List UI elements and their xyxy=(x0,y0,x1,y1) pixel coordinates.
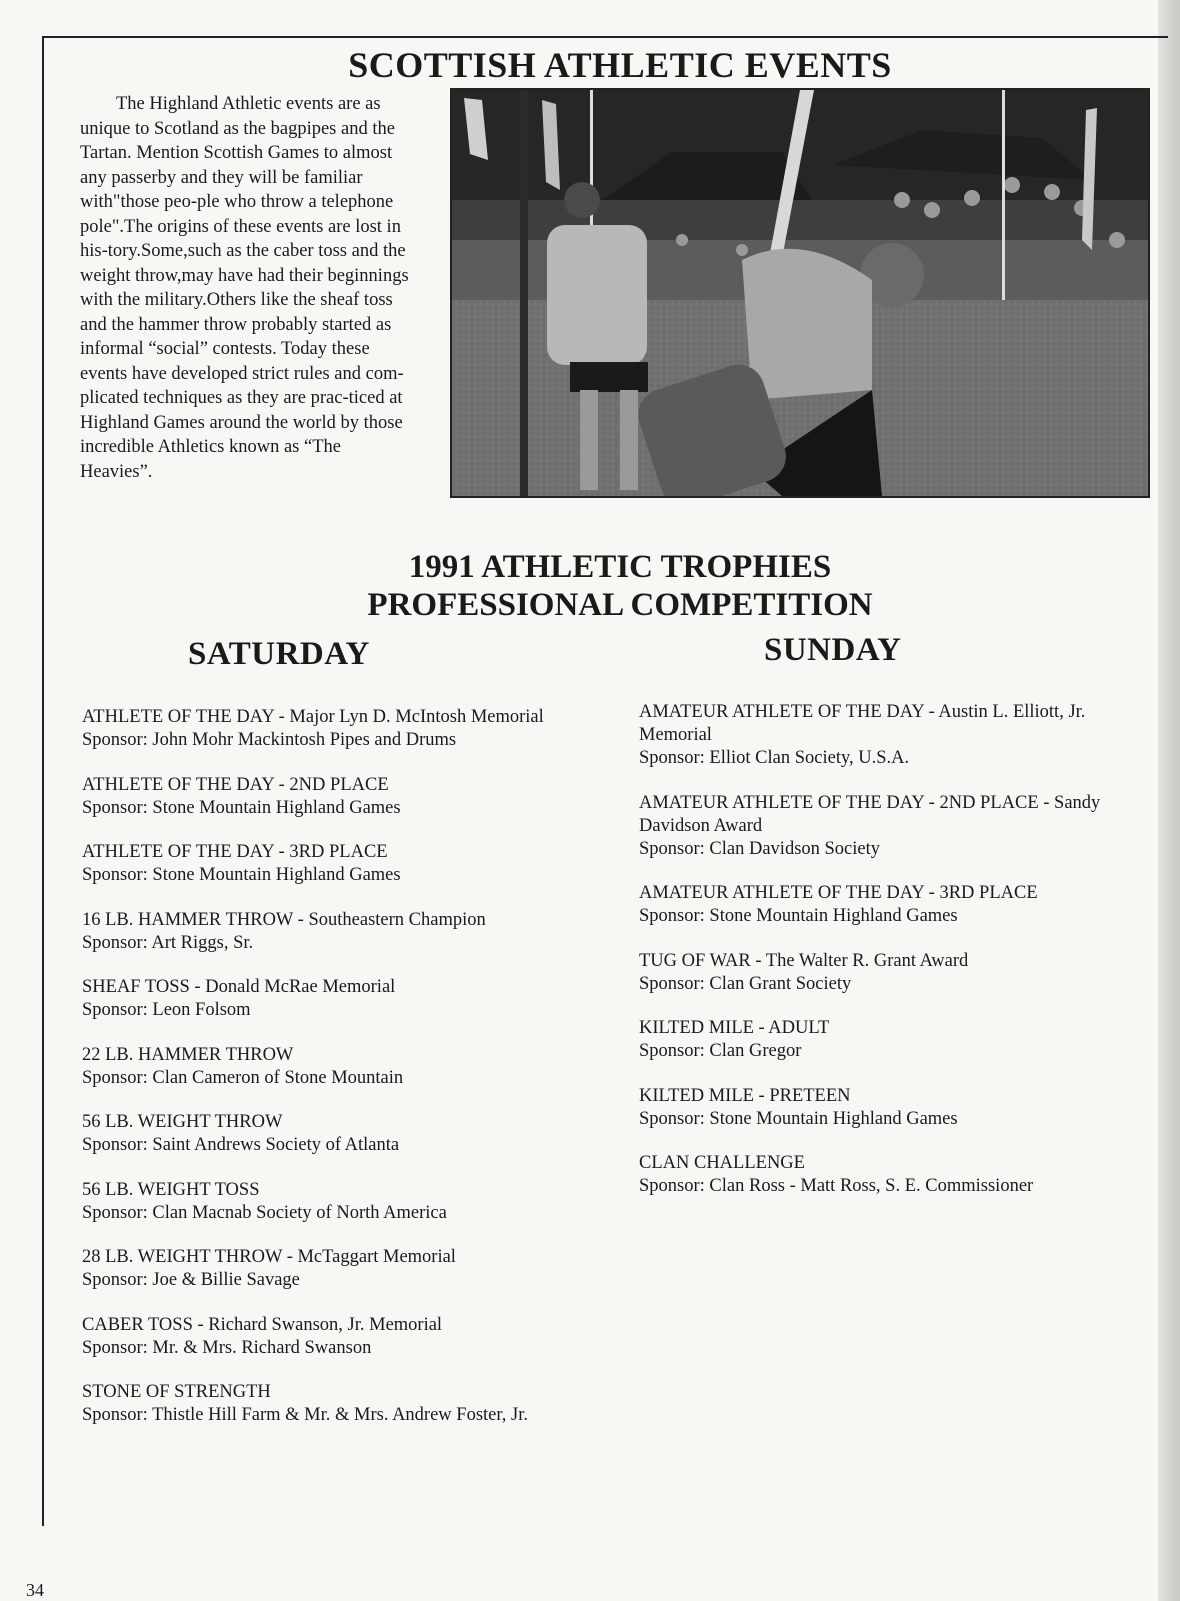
trophy-item xyxy=(82,841,602,887)
trophy-item xyxy=(639,1152,1134,1198)
trophy-award: ATHLETE OF THE DAY - Major Lyn D. McIntosh Memorial xyxy=(82,707,544,727)
sunday-trophy-list xyxy=(639,701,1134,1220)
trophy-award: 16 LB. HAMMER THROW - Southeastern Champion xyxy=(82,909,486,930)
intro-paragraph: The Highland Athletic events are as unique to Scotland as the bagpipes and the Tartan. Mention Scottish Games to almost any passerby and they will be familiar with"those peo-ple who throw a telephone pole".The origins of these events are lost in his-tory.Some,such as the caber toss and the weight throw,may have had their beginnings with the military.Others like the sheaf toss and the hammer throw probably started as informal “social” contests. Today these events have developed strict rules and com-plicated techniques as they are prac-ticed at Highland Games around the world by those incredible Athletics known as “The Heavies”. xyxy=(80,94,409,482)
trophy-item xyxy=(82,976,602,1022)
page-number: 34 xyxy=(26,1580,44,1600)
trophy-sponsor: Sponsor: Saint Andrews Society of Atlanta xyxy=(82,1135,400,1155)
trophy-item xyxy=(82,774,602,820)
sunday-heading: SUNDAY xyxy=(764,632,902,668)
trophy-sponsor: Sponsor: Art Riggs, Sr. xyxy=(82,932,254,953)
trophy-award: TUG OF WAR - The Walter R. Grant Award xyxy=(639,950,969,971)
trophy-item xyxy=(82,1246,602,1292)
trophy-item xyxy=(82,1111,602,1157)
trophy-item xyxy=(639,1085,1134,1131)
trophy-sponsor: Sponsor: John Mohr Mackintosh Pipes and Drums xyxy=(82,730,457,750)
trophy-item xyxy=(82,909,602,955)
trophy-sponsor: Sponsor: Clan Grant Society xyxy=(639,973,852,994)
trophy-sponsor: Sponsor: Leon Folsom xyxy=(82,1000,251,1020)
trophy-sponsor: Sponsor: Stone Mountain Highland Games xyxy=(639,1108,958,1129)
trophy-award: SHEAF TOSS - Donald McRae Memorial xyxy=(82,977,396,997)
trophy-award: 56 LB. WEIGHT TOSS xyxy=(82,1179,260,1200)
trophy-award: CLAN CHALLENGE xyxy=(639,1153,805,1173)
athlete-photo xyxy=(450,88,1150,498)
trophy-award: 22 LB. HAMMER THROW xyxy=(82,1044,294,1065)
trophies-title-line2: PROFESSIONAL COMPETITION xyxy=(367,587,873,623)
saturday-heading: SATURDAY xyxy=(188,636,370,672)
trophy-sponsor: Sponsor: Clan Gregor xyxy=(639,1041,802,1061)
trophy-item xyxy=(82,1179,602,1225)
trophy-item xyxy=(639,1017,1134,1063)
trophy-award: AMATEUR ATHLETE OF THE DAY - 3RD PLACE xyxy=(639,883,1038,903)
trophy-sponsor: Sponsor: Clan Davidson Society xyxy=(639,838,881,859)
trophy-award: 28 LB. WEIGHT THROW - McTaggart Memorial xyxy=(82,1247,456,1267)
trophies-title-line1: 1991 ATHLETIC TROPHIES xyxy=(408,549,832,585)
trophy-sponsor: Sponsor: Thistle Hill Farm & Mr. & Mrs. Andrew Foster, Jr. xyxy=(82,1405,529,1425)
trophy-item xyxy=(639,792,1134,861)
trophy-item xyxy=(639,950,1134,996)
trophy-item xyxy=(639,701,1134,770)
trophy-item xyxy=(639,882,1134,928)
main-title: SCOTTISH ATHLETIC EVENTS xyxy=(348,45,892,85)
trophy-sponsor: Sponsor: Stone Mountain Highland Games xyxy=(82,865,401,885)
trophy-sponsor: Sponsor: Stone Mountain Highland Games xyxy=(82,797,401,818)
trophy-award: ATHLETE OF THE DAY - 3RD PLACE xyxy=(82,842,388,862)
trophy-award: KILTED MILE - PRETEEN xyxy=(639,1085,851,1106)
trophy-item xyxy=(82,1314,602,1360)
trophy-item xyxy=(82,1381,602,1427)
trophy-sponsor: Sponsor: Clan Cameron of Stone Mountain xyxy=(82,1067,404,1088)
trophy-sponsor: Sponsor: Mr. & Mrs. Richard Swanson xyxy=(82,1337,372,1358)
trophy-award: ATHLETE OF THE DAY - 2ND PLACE xyxy=(82,774,389,795)
trophy-award: KILTED MILE - ADULT xyxy=(639,1018,830,1038)
trophy-award: 56 LB. WEIGHT THROW xyxy=(82,1112,283,1132)
saturday-trophy-list xyxy=(82,706,602,1449)
trophy-sponsor: Sponsor: Elliot Clan Society, U.S.A. xyxy=(639,748,910,768)
trophy-award: STONE OF STRENGTH xyxy=(82,1382,271,1402)
trophy-sponsor: Sponsor: Stone Mountain Highland Games xyxy=(639,906,958,926)
trophy-sponsor: Sponsor: Clan Macnab Society of North America xyxy=(82,1202,447,1223)
trophy-sponsor: Sponsor: Joe & Billie Savage xyxy=(82,1270,300,1290)
trophy-award: AMATEUR ATHLETE OF THE DAY - Austin L. Elliott, Jr. Memorial xyxy=(639,702,1086,745)
trophy-item xyxy=(82,1044,602,1090)
trophy-item xyxy=(82,706,602,752)
trophies-title xyxy=(270,548,970,624)
trophy-award: AMATEUR ATHLETE OF THE DAY - 2ND PLACE - Sandy Davidson Award xyxy=(639,792,1101,836)
trophy-award: CABER TOSS - Richard Swanson, Jr. Memorial xyxy=(82,1314,443,1335)
trophy-sponsor: Sponsor: Clan Ross - Matt Ross, S. E. Commissioner xyxy=(639,1176,1034,1196)
